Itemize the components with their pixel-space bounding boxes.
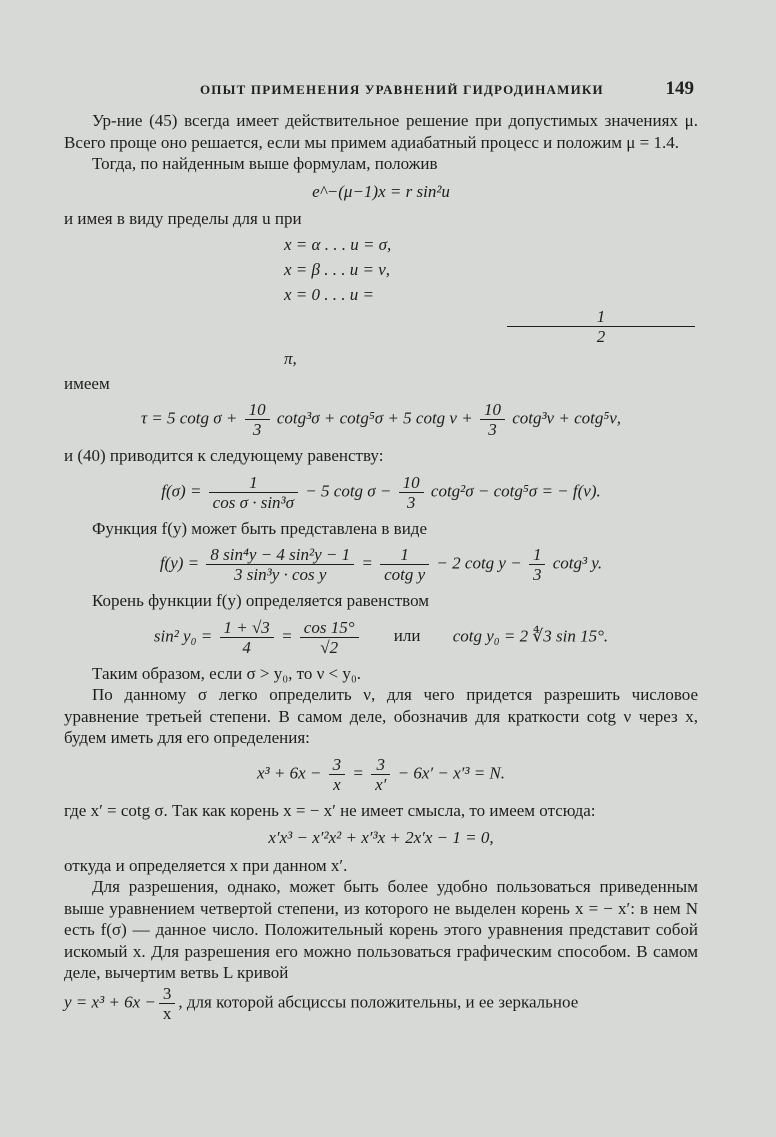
numerator: cos 15° [300,618,359,638]
p13-text: , для которой абсциссы положительны, и ее зеркальное [178,991,579,1011]
eq5-part-c: cotg y₀ = 2 ∜3 sin 15°. [452,625,609,645]
denominator: 3 [488,420,497,439]
numerator: 1 [380,545,429,565]
eq4-part-c: − 2 cotg y − [436,553,522,573]
paragraph-1: Ур-ние (45) всегда имеет действительное решение при допустимых значениях μ. Всего проще оно решается, если мы примем адиабатный процесс и положим μ = 1.4. [64,111,698,152]
page-body [64,110,698,1023]
paragraph-5: и (40) приводится к следующему равенству: [64,446,384,465]
eq6-part-c: − 6x′ − x′³ = N. [397,762,506,782]
limit-2: x = β . . . u = ν, [284,259,391,279]
numerator: 1 + √3 [220,618,274,638]
paragraph-3: и имея в виду пределы для u при [64,209,302,228]
eq2-part-c: cotg³ν + cotg⁵ν, [512,408,622,428]
paragraph-11: откуда и определяется x при данном x′. [64,855,348,875]
denominator: 3 sin³y · cos y [234,565,327,584]
numerator: 3 [371,755,390,775]
denominator: 4 [242,637,251,657]
denominator: 3 [252,420,262,439]
limit-3-left: x = 0 . . . u = [284,284,374,304]
denominator: x [162,1003,172,1023]
eq6-part-b: = [352,762,364,782]
page-number: 149 [665,78,694,99]
paragraph-10: где x′ = cotg σ. Так как корень x = − x′ не имеет смысла, то имеем отсюда: [64,800,596,820]
fraction [371,755,390,794]
limit-3-right: π, [284,348,297,368]
eq6-part-a: x³ + 6x − [256,762,322,782]
paragraph-8: Таким образом, если σ > y₀, то ν < y₀. [92,663,362,683]
limit-1: x = α . . . u = σ, [284,234,392,254]
paragraph-6: Функция f(y) может быть представлена в виде [92,518,427,538]
fraction [300,618,359,657]
equation-6 [64,755,698,794]
fraction [159,984,176,1023]
fraction [287,307,695,346]
fraction [220,618,274,657]
limit-3 [64,282,698,371]
eq3-part-a: f(σ) = [161,480,202,500]
paragraph-9: По данному σ легко определить ν, для чего придется разрешить числовое уравнение третьей степени. В самом деле, обозначив для краткости cotg ν через x, будем иметь для его определения: [64,685,698,747]
numerator: 3 [329,755,346,775]
equation-2 [64,400,698,439]
denominator: √2 [320,637,339,657]
numerator: 3 [159,984,176,1004]
numerator: 10 [399,473,424,493]
eq3-part-b: − 5 cotg σ − [305,480,392,500]
denominator: 3 [406,492,416,512]
eq4-part-d: cotg³ y. [552,553,603,573]
denominator: cos σ · sin³σ [212,492,295,512]
p13-formula: y = x³ + 6x − [64,991,156,1011]
eq2-part-a: τ = 5 cotg σ + [140,408,238,428]
fraction [380,545,429,584]
equation-7: x′x³ − x′²x² + x′³x + 2x′x − 1 = 0, [268,828,494,847]
fraction [529,545,546,584]
paragraph-7: Корень функции f(y) определяется равенством [92,591,430,610]
numerator: 8 sin⁴y − 4 sin²y − 1 [206,545,354,565]
denominator: x [333,774,341,794]
eq4-part-b: = [361,553,373,573]
equation-5 [64,618,698,657]
eq4-part-a: f(y) = [159,553,200,573]
fraction [245,400,270,439]
page-header [200,78,694,100]
eq2-part-b: cotg³σ + cotg⁵σ + 5 cotg ν + [276,408,473,428]
numerator: 1 [507,307,695,327]
running-title: ОПЫТ ПРИМЕНЕНИЯ УРАВНЕНИЙ ГИДРОДИНАМИКИ [200,82,604,97]
paragraph-12: Для разрешения, однако, может быть более удобно пользоваться приведенным выше уравнением четвертой степени, из которого не выделен корень x = − x′: в нем N есть f(σ) — данное число. Положительный корень этого уравнения представит собой искомый x. Для разрешения его можно пользоваться графическим способом. В самом деле, вычертим ветвь L кривой [64,877,698,982]
fraction [480,400,505,439]
equation-1: e^−(μ−1)x = r sin²u [312,181,450,201]
limits-block [64,232,698,371]
eq5-part-b: = [281,625,293,645]
eq3-part-c: cotg²σ − cotg⁵σ = − f(ν). [430,480,601,500]
equation-3 [64,473,698,512]
eq5-or: или [393,625,421,645]
fraction [329,755,346,794]
fraction [206,545,354,584]
denominator: x′ [375,774,387,794]
paragraph-13 [64,984,698,1023]
eq5-part-a: sin² y₀ = [153,625,213,645]
denominator: 3 [532,565,542,584]
fraction [399,473,424,512]
denominator: 2 [596,326,606,346]
paragraph-4: имеем [64,373,110,393]
denominator: cotg y [384,565,426,584]
fraction [209,473,298,512]
numerator: 10 [245,400,270,420]
numerator: 1 [209,473,298,493]
numerator: 1 [529,545,546,565]
equation-4 [64,545,698,584]
numerator: 10 [480,400,505,420]
paragraph-2: Тогда, по найденным выше формулам, положив [92,154,438,173]
